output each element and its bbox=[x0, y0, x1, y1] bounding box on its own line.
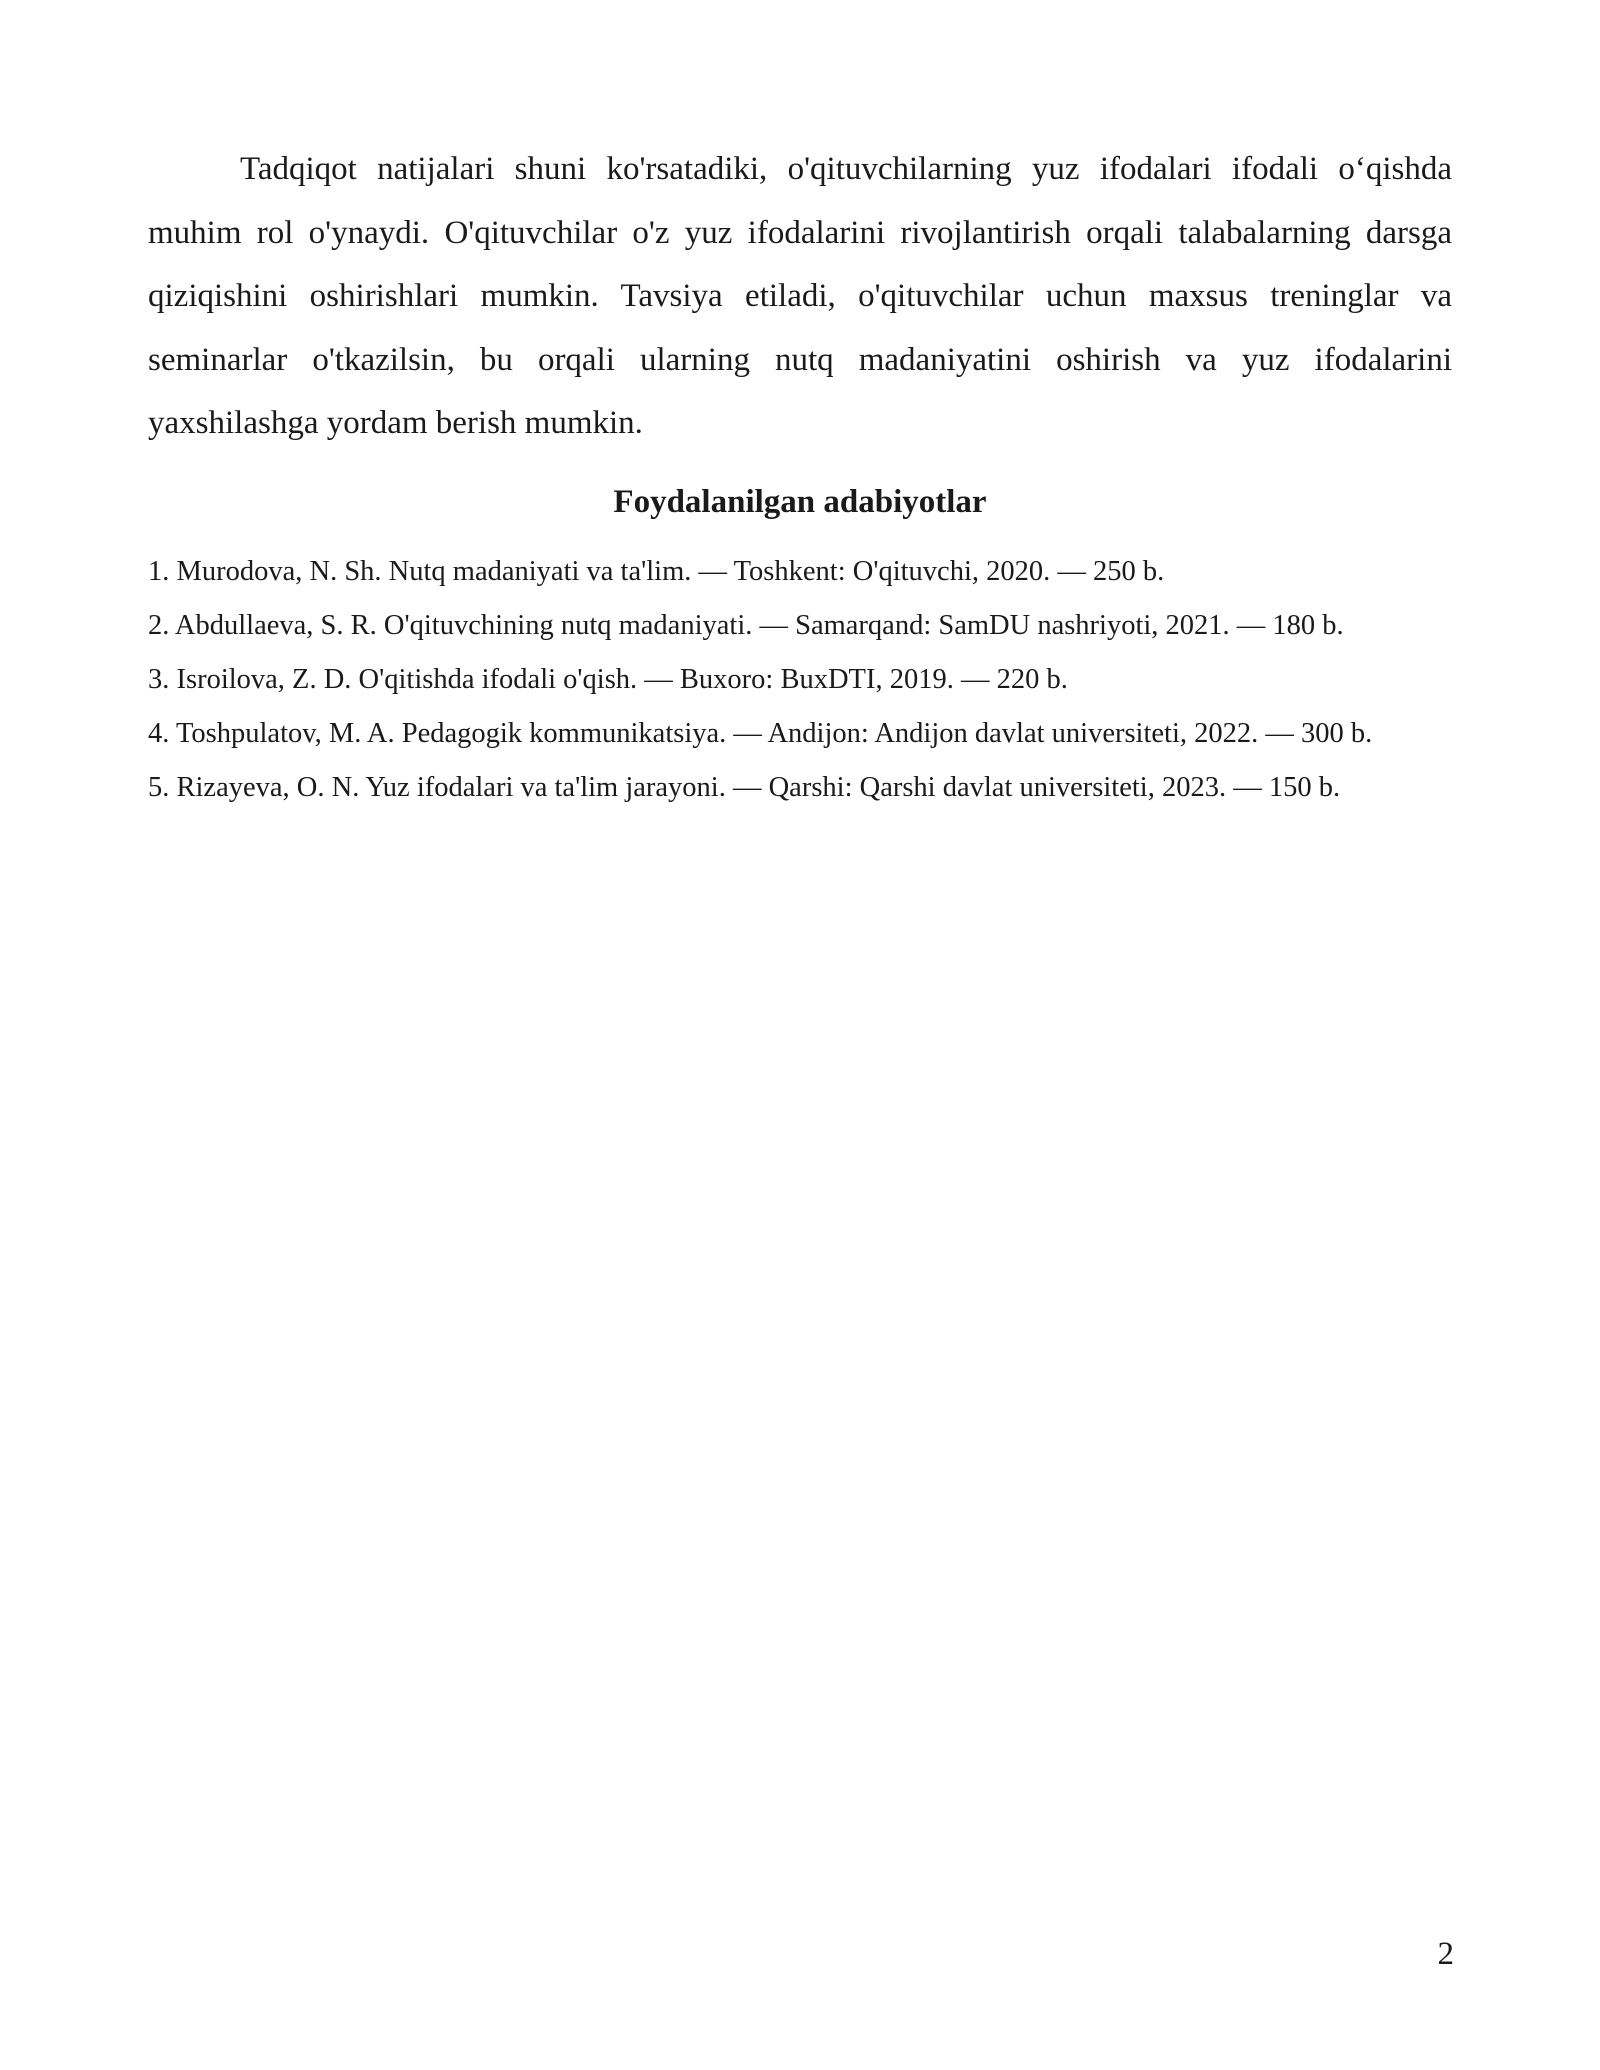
reference-item: 5. Rizayeva, O. N. Yuz ifodalari va ta'lim jarayoni. — Qarshi: Qarshi davlat universiteti, 2023. — 150 b. bbox=[148, 772, 1341, 803]
references-list bbox=[148, 545, 1452, 815]
reference-item: 3. Isroilova, Z. D. O'qitishda ifodali o'qish. — Buxoro: BuxDTI, 2019. — 220 b. bbox=[148, 664, 1068, 695]
reference-item: 2. Abdullaeva, S. R. O'qituvchining nutq madaniyati. — Samarqand: SamDU nashriyoti, 2021. — 180 b. bbox=[148, 610, 1344, 641]
reference-item: 1. Murodova, N. Sh. Nutq madaniyati va ta'lim. — Toshkent: O'qituvchi, 2020. — 250 b. bbox=[148, 556, 1165, 587]
reference-item: 4. Toshpulatov, M. A. Pedagogik kommunikatsiya. — Andijon: Andijon davlat universiteti, 2022. — 300 b. bbox=[148, 718, 1373, 749]
page-number: 2 bbox=[1437, 1936, 1454, 1972]
references-heading: Foydalanilgan adabiyotlar bbox=[613, 484, 987, 520]
body-paragraph: Tadqiqot natijalari shuni ko'rsatadiki, o'qituvchilarning yuz ifodalari ifodali o‘qishda muhim rol o'ynaydi. O'qituvchilar o'z yuz ifodalarini rivojlantirish orqali talabalarning darsga qiziqishini oshirishlari mumkin. Tavsiya etiladi, o'qituvchilar uchun maxsus treninglar va seminarlar o'tkazilsin, bu orqali ularning nutq madaniyatini oshirish va yuz ifodalarini yaxshilashga yordam berish mumkin. bbox=[148, 151, 1452, 441]
